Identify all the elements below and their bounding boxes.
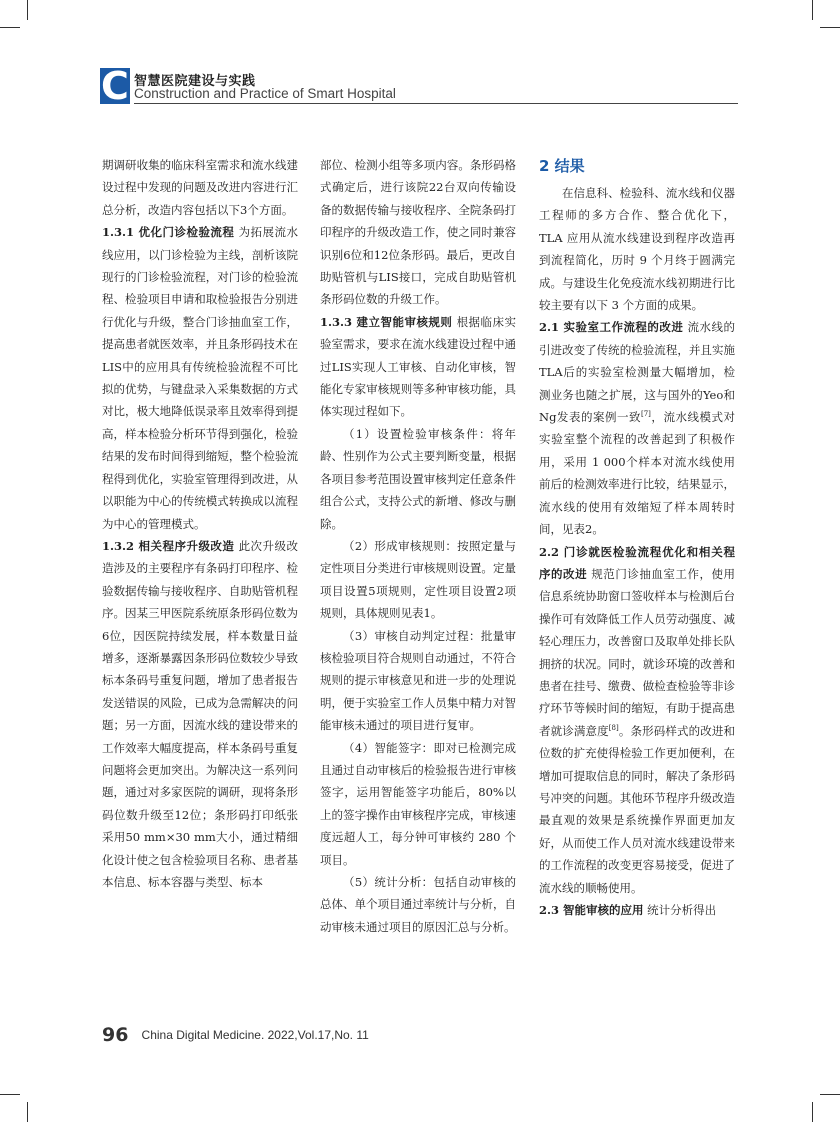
list-item: （5）统计分析：包括自动审核的总体、单个项目通过率统计与分析，自动审核未通过项目的原因汇总与分析。 xyxy=(320,875,516,934)
citation: [7] xyxy=(641,410,651,419)
subsection-heading: 1.3.1 优化门诊检验流程 xyxy=(102,225,235,240)
crop-mark xyxy=(27,1102,28,1122)
subsection-heading: 1.3.3 建立智能审核规则 xyxy=(320,314,453,329)
paragraph: 部位、检测小组等多项内容。条形码格式确定后，进行该院22台双向传输设备的数据传输与接收程序、全院条码打印程序的升级改造工作，使之同时兼容识别6位和12位条形码。最后，更改自助贴管机与LIS接口，完成自助贴管机条形码位数的升级工作。 xyxy=(320,158,516,307)
crop-mark xyxy=(812,1102,813,1122)
text-column-3: 2 结果 在信息科、检验科、流水线和仪器工程师的多方合作、整合优化下，TLA 应用从流水线建设到程序改造再到流程简化，历时 9 个月终于圆满完成。与建设生化免疫流水线初期进行比较主要有以下 3 个方面的成果。 2.1 实验室工作流程的改进 流水线的引进改变了传统的检验流程，并且实施TLA后的实验室检测量大幅增加，检测业务也随之扩展，这与国外的Yeo和Ng发表的案例一致[7]，流水线模式对实验室整个流程的改善起到了积极作用，采用 1 000个样本对流水线使用前后的检测效率进行比较，结果显示，流水线的使用有效缩短了样本周转时间，见表2。 2.2 门诊就医检验流程优化和相关程序的改进 规范门诊抽血室工作，使用信息系统协助窗口签收样本与检测后台操作可有效降低工作人员劳动强度、减轻心理压力，改善窗口及取单处排长队拥挤的状况。同时，就诊环境的改善和患者在挂号、缴费、做检查检验等非诊疗环节等候时间的缩短，有助于提高患者就诊满意度[8]。条形码样式的改进和位数的扩充使得检验工作更加便利，在增加可提取信息的同时，解决了条形码号冲突的问题。其他环节程序升级改造最直观的效果是系统操作界面更加友好，从而使工作人员对流水线建设带来的工作流程的改变更容易接受，促进了流水线的顺畅使用。 2.3 智能审核的应用 统计分析得出 xyxy=(539,154,735,921)
crop-mark xyxy=(820,1094,840,1095)
list-item: （1）设置检验审核条件：将年龄、性别作为公式主要判断变量，根据各项目参考范围设置审核判定任意条件组合公式，支持公式的新增、修改与删除。 xyxy=(320,426,516,531)
subsection-heading: 1.3.2 相关程序升级改造 xyxy=(102,538,235,553)
crop-mark xyxy=(0,27,20,28)
list-item: （3）审核自动判定过程：批量审核检验项目符合规则自动通过，不符合规则的提示审核意见和进一步的处理说明，便于实验室工作人员集中精力对智能审核未通过的项目进行复审。 xyxy=(320,628,516,733)
header-title-en: Construction and Practice of Smart Hospital xyxy=(134,86,396,101)
header-title-cn: 智慧医院建设与实践 xyxy=(134,74,256,89)
journal-citation: China Digital Medicine. 2022,Vol.17,No. 11 xyxy=(141,1028,369,1042)
text-column-2: 部位、检测小组等多项内容。条形码格式确定后，进行该院22台双向传输设备的数据传输与接收程序、全院条码打印程序的升级改造工作，使之同时兼容识别6位和12位条形码。最后，更改自助贴管机与LIS接口，完成自助贴管机条形码位数的升级工作。 1.3.3 建立智能审核规则 根据临床实验室需求，要求在流水线建设过程中通过LIS实现人工审核、自动化审核，智能化专家审核规则等多种审核功能，具体实现过程如下。 （1）设置检验审核条件：将年龄、性别作为公式主要判断变量，根据各项目参考范围设置审核判定任意条件组合公式，支持公式的新增、修改与删除。 （2）形成审核规则：按照定量与定性项目分类进行审核规则设置。定量项目设置5项规则，定性项目设置2项规则，具体规则见表1。 （3）审核自动判定过程：批量审核检验项目符合规则自动通过，不符合规则的提示审核意见和进一步的处理说明，便于实验室工作人员集中精力对智能审核未通过的项目进行复审。 （4）智能签字：即对已检测完成且通过自动审核后的检验报告进行审核签字，运用智能签字功能后，80%以上的签字操作由审核程序完成，审核速度远超人工，每分钟可审核约 280 个项目。 （5）统计分析：包括自动审核的总体、单个项目通过率统计与分析，自动审核未通过项目的原因汇总与分析。 xyxy=(320,154,516,938)
section-heading: 2 结果 xyxy=(539,157,585,175)
crop-mark xyxy=(812,0,813,20)
paragraph: 在信息科、检验科、流水线和仪器工程师的多方合作、整合优化下，TLA 应用从流水线建设到程序改造再到流程简化，历时 9 个月终于圆满完成。与建设生化免疫流水线初期进行比较主要有以下 3 个方面的成果。 xyxy=(539,186,735,313)
subsection-heading: 2.1 实验室工作流程的改进 xyxy=(539,320,684,335)
list-item: （2）形成审核规则：按照定量与定性项目分类进行审核规则设置。定量项目设置5项规则，定性项目设置2项规则，具体规则见表1。 xyxy=(320,538,516,621)
crop-mark xyxy=(820,27,840,28)
page-footer xyxy=(102,1024,369,1046)
list-item: （4）智能签字：即对已检测完成且通过自动审核后的检验报告进行审核签字，运用智能签字功能后，80%以上的签字操作由审核程序完成，审核速度远超人工，每分钟可审核约 280 个项目。 xyxy=(320,740,516,867)
crop-mark xyxy=(0,1094,20,1095)
subsection-heading: 2.3 智能审核的应用 xyxy=(539,903,644,917)
running-header xyxy=(100,66,740,106)
citation: [8] xyxy=(608,723,619,732)
text-column-1: 期调研收集的临床科室需求和流水线建设过程中发现的问题及改进内容进行汇总分析，改造内容包括以下3个方面。 1.3.1 优化门诊检验流程 为拓展流水线应用，以门诊检验为主线，剖析该院现行的门诊检验流程，对门诊的检验流程、检验项目申请和取检验报告分别进行优化与升级，整合门诊抽血室工作，提高患者就医效率，并且条形码技术在LIS中的应用具有传统检验流程不可比拟的优势，与键盘录入采集数据的方式对比，极大地降低误录率且效率得到提高，样本检验分析环节得到强化，检验结果的发布时间得到缩短，整个检验流程得到优化，实验室管理得到改进，从以职能为中心的传统模式转换成以流程为中心的管理模式。 1.3.2 相关程序升级改造 此次升级改造涉及的主要程序有条码打印程序、检验数据传输与接收程序、自助贴管机程序。因某三甲医院系统原条形码位数为6位，因医院持续发展，样本数量日益增多，逐渐暴露因条形码位数较少导致标本条码号重复问题，增加了患者报告发送错误的风险，已成为急需解决的问题；另一方面，因流水线的建设带来的工作效率大幅度提高，样本条码号重复问题将会更加突出。为解决这一系列问题，通过对多家医院的调研，现将条形码位数升级至12位；条形码打印纸张采用50 mm×30 mm大小，通过精细化设计使之包含检验项目名称、患者基本信息、标本容器与类型、标本 xyxy=(102,154,298,893)
page-number: 96 xyxy=(102,1024,129,1046)
paragraph: 期调研收集的临床科室需求和流水线建设过程中发现的问题及改进内容进行汇总分析，改造内容包括以下3个方面。 xyxy=(102,158,298,217)
subsection-heading: 2.2 门诊就医检验流程优化和相关程序的改进 xyxy=(539,544,735,581)
crop-mark xyxy=(27,0,28,20)
header-rule xyxy=(134,103,738,104)
journal-logo: C xyxy=(101,64,129,108)
